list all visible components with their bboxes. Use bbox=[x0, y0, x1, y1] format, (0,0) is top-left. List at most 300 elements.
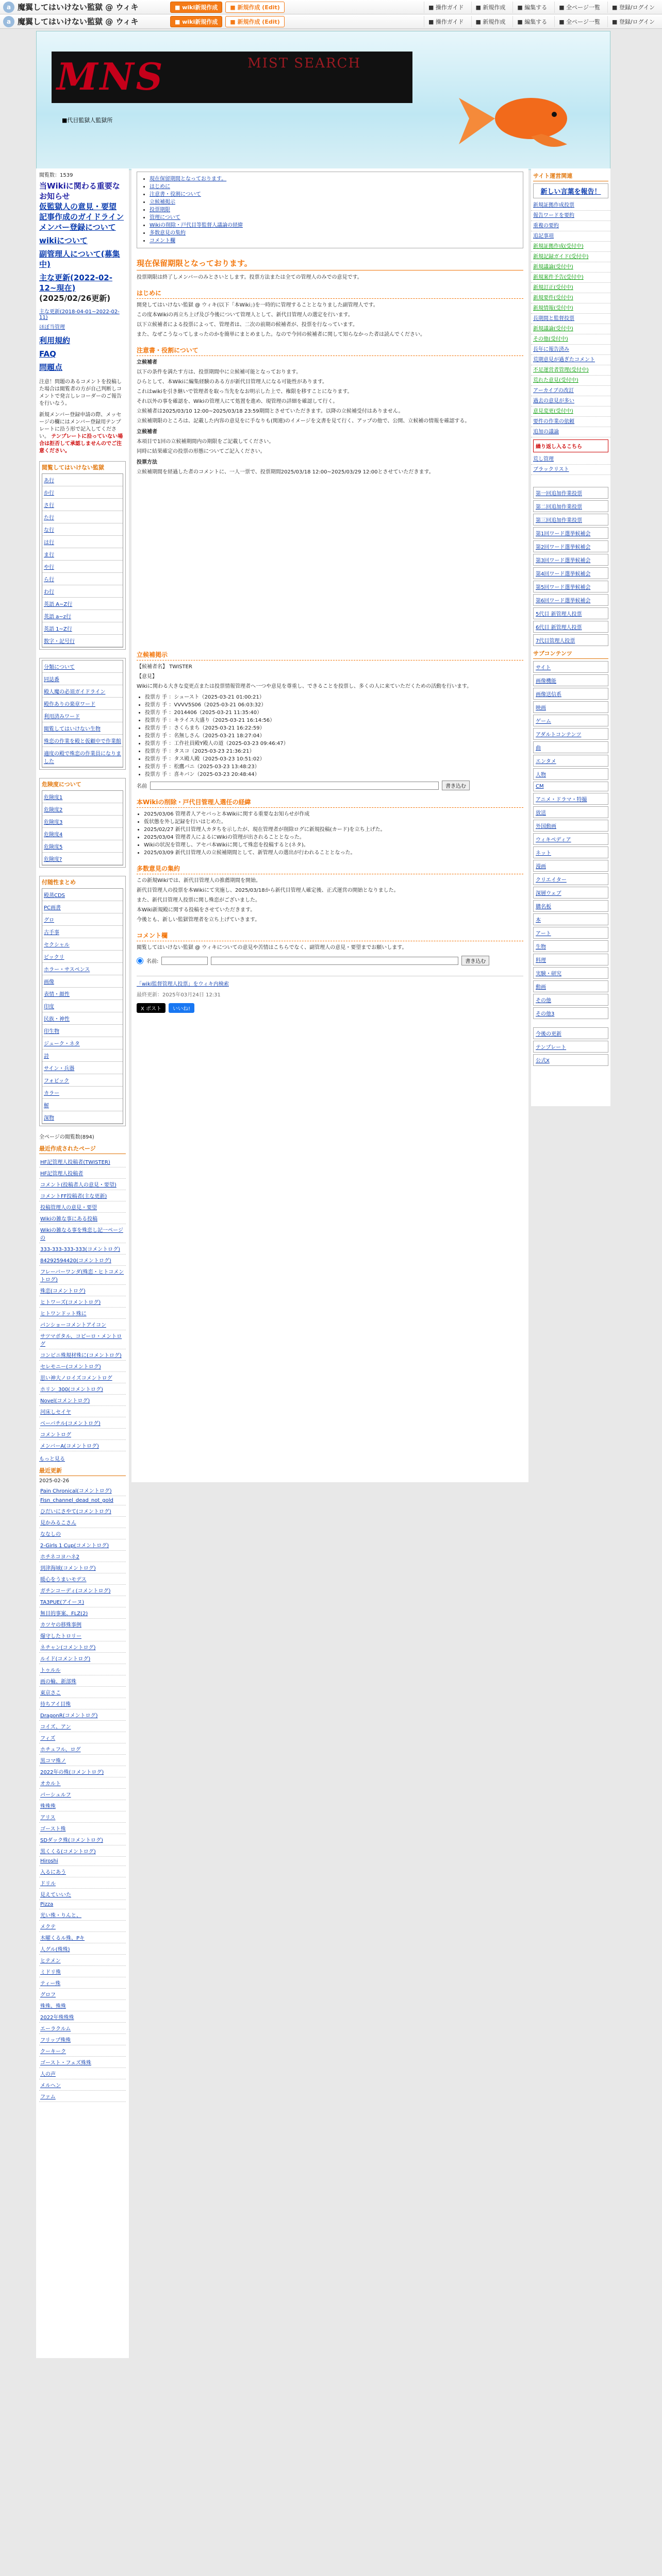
recent-update-item-link[interactable]: ホチネコヨハネ2 bbox=[40, 1554, 79, 1560]
ops-item-link[interactable]: 新規要件(受付中) bbox=[533, 295, 573, 301]
recent-update-item-link[interactable]: DragonR(コメントログ) bbox=[40, 1713, 98, 1719]
letter-item-link[interactable]: た行 bbox=[44, 515, 54, 521]
opinion-link[interactable]: 仮監獄人の意見・要望 bbox=[39, 202, 117, 211]
sub-content-item[interactable] bbox=[533, 994, 608, 1006]
old-updates-link[interactable]: 主な更新(2018-04-01~2022-02-11) bbox=[39, 309, 120, 320]
danger-item[interactable] bbox=[42, 816, 123, 828]
admin-link[interactable]: ほぼ当管理 bbox=[39, 325, 65, 330]
recent-update-item[interactable] bbox=[39, 1573, 126, 1585]
vote-history-item-link[interactable]: 第4回ワード選挙候補会 bbox=[536, 571, 591, 577]
danger-item-link[interactable]: 危険度3 bbox=[44, 820, 63, 825]
category-item[interactable] bbox=[42, 660, 123, 673]
sub-content-item-link[interactable]: サイト bbox=[536, 665, 551, 671]
tag-item-link[interactable]: 画像 bbox=[44, 979, 54, 985]
recent-update-item[interactable] bbox=[39, 1585, 126, 1596]
sub-content-item[interactable] bbox=[533, 967, 608, 979]
recent-update-item[interactable] bbox=[39, 1834, 126, 1845]
sub-content-item[interactable] bbox=[533, 900, 608, 912]
sub-content-item[interactable] bbox=[533, 887, 608, 899]
tag-item-link[interactable]: 表情・顔性 bbox=[44, 992, 70, 997]
letter-item[interactable] bbox=[42, 536, 123, 548]
sub-content-item[interactable] bbox=[533, 913, 608, 925]
recent-update-item[interactable] bbox=[39, 2000, 126, 2011]
recent-update-item[interactable] bbox=[39, 1977, 126, 1989]
sub-content-item-link[interactable]: 放送 bbox=[536, 810, 546, 816]
category-item[interactable] bbox=[42, 698, 123, 710]
letter-item[interactable] bbox=[42, 635, 123, 647]
tag-item[interactable] bbox=[42, 901, 123, 913]
new-page-button[interactable]: ■ 新規作成 (Edit) bbox=[225, 16, 285, 27]
sub-content-item-link[interactable]: 実験・研究 bbox=[536, 971, 561, 977]
letter-item-link[interactable]: な行 bbox=[44, 528, 54, 533]
vote-history-item-link[interactable]: 第三回追加作業投票 bbox=[536, 518, 582, 523]
letter-item-link[interactable]: 英語 a~z行 bbox=[44, 614, 71, 620]
category-item-link[interactable]: 殊恋の作業を殿と仮顧中で作業館 bbox=[44, 739, 121, 744]
ops-item[interactable] bbox=[531, 273, 610, 283]
recent-update-item[interactable] bbox=[39, 1845, 126, 1857]
letter-item-link[interactable]: ま行 bbox=[44, 552, 54, 558]
sub-content-item-link[interactable]: アート bbox=[536, 931, 551, 937]
toc-item[interactable] bbox=[150, 222, 518, 229]
recent-update-item[interactable] bbox=[39, 1653, 126, 1664]
recent-page-item[interactable] bbox=[39, 1285, 126, 1296]
recent-update-item-link[interactable]: Pizza bbox=[40, 1902, 54, 1907]
tag-item-link[interactable]: 民族・神性 bbox=[44, 1016, 70, 1022]
ops-item[interactable] bbox=[531, 324, 610, 334]
category-item[interactable] bbox=[42, 685, 123, 698]
warning-box[interactable]: 繰り返し入るこちら bbox=[533, 439, 608, 452]
recent-update-item[interactable] bbox=[39, 1641, 126, 1653]
recent-update-item[interactable] bbox=[39, 1630, 126, 1641]
site-title[interactable]: 魔翼してはいけない監獄 @ ウィキ bbox=[18, 17, 139, 26]
site-title[interactable]: 魔翼してはいけない監獄 @ ウィキ bbox=[18, 3, 139, 12]
recent-update-item[interactable] bbox=[39, 2091, 126, 2102]
recent-page-item[interactable] bbox=[39, 1319, 126, 1330]
category-item-link[interactable]: 殿作ありの楽章ワード bbox=[44, 702, 95, 707]
misc-item-link[interactable]: 今後の更新 bbox=[536, 1031, 561, 1037]
sub-content-item[interactable] bbox=[533, 701, 608, 713]
comment-name-input[interactable] bbox=[161, 957, 208, 965]
ops-item-link[interactable]: 不足運営者管理(受付中) bbox=[533, 367, 589, 373]
sub-content-item-link[interactable]: 画像送信系 bbox=[536, 692, 561, 698]
recent-update-item[interactable] bbox=[39, 1877, 126, 1889]
blacklist-item[interactable] bbox=[531, 454, 610, 465]
sub-content-item-link[interactable]: ネット bbox=[536, 851, 551, 856]
recent-page-item-link[interactable]: 河床しセイヤ bbox=[40, 1410, 71, 1415]
recent-update-item-link[interactable]: ひだいにさやて(コメントログ) bbox=[40, 1509, 111, 1515]
sub-content-item[interactable] bbox=[533, 741, 608, 753]
recent-page-item-link[interactable]: ベーバチル(コメントログ) bbox=[40, 1421, 101, 1427]
recent-update-item[interactable] bbox=[39, 1889, 126, 1900]
recent-page-item-link[interactable]: Novel(コメントログ) bbox=[40, 1398, 90, 1404]
guideline-link[interactable]: 記事作成のガイドライン bbox=[39, 212, 124, 222]
recent-page-item[interactable] bbox=[39, 1179, 126, 1190]
category-item-link[interactable]: 閲覧してはいけない生物 bbox=[44, 726, 101, 732]
tool-login[interactable]: ■ 登録/ログイン bbox=[607, 2, 659, 13]
recent-update-item[interactable] bbox=[39, 1800, 126, 1811]
letter-item[interactable] bbox=[42, 622, 123, 635]
category-item-link[interactable]: 利用済みワード bbox=[44, 714, 80, 720]
vote-history-item[interactable] bbox=[533, 581, 608, 592]
sub-content-item[interactable] bbox=[533, 768, 608, 780]
recent-update-item-link[interactable]: 見えていいた bbox=[40, 1892, 71, 1898]
tag-item-link[interactable]: グロ bbox=[44, 918, 54, 923]
sub-content-item-link[interactable]: アダルトコンテンツ bbox=[536, 732, 582, 738]
sub-content-item[interactable] bbox=[533, 793, 608, 805]
recent-update-item[interactable] bbox=[39, 1823, 126, 1834]
ops-item[interactable] bbox=[531, 386, 610, 396]
letter-item-link[interactable]: 英語 A~Z行 bbox=[44, 602, 73, 607]
recent-update-item[interactable] bbox=[39, 1900, 126, 1909]
vote-history-item-link[interactable]: 5代目 新管理人投票 bbox=[536, 612, 582, 617]
recent-update-item-link[interactable]: ファム bbox=[40, 2094, 56, 2100]
sub-content-item[interactable] bbox=[533, 674, 608, 686]
recent-update-item[interactable] bbox=[39, 2068, 126, 2079]
vote-history-item[interactable] bbox=[533, 500, 608, 512]
misc-item[interactable] bbox=[533, 1054, 608, 1066]
category-item[interactable] bbox=[42, 735, 123, 747]
ops-item[interactable] bbox=[531, 293, 610, 303]
letter-item[interactable] bbox=[42, 610, 123, 622]
recent-page-item-link[interactable]: ヒトワンドット殊に bbox=[40, 1311, 87, 1317]
recent-page-item-link[interactable]: HF記管理人投稿者(TWISTER) bbox=[40, 1160, 110, 1165]
danger-item[interactable] bbox=[42, 840, 123, 853]
tag-item-link[interactable]: カラー bbox=[44, 1091, 59, 1096]
ops-item[interactable] bbox=[531, 376, 610, 386]
sub-content-item[interactable] bbox=[533, 980, 608, 992]
recent-page-item-link[interactable]: ホリン_300(コメントログ) bbox=[40, 1387, 103, 1393]
ops-item-link[interactable]: 追記事項 bbox=[533, 233, 554, 239]
sub-content-item-link[interactable]: CM bbox=[536, 784, 544, 789]
recent-page-item-link[interactable]: サツマボタル、コピーロ・メントログ bbox=[40, 1334, 122, 1347]
tool-all-pages[interactable]: ■ 全ページ一覧 bbox=[554, 2, 604, 13]
tag-item-link[interactable]: 印度 bbox=[44, 1004, 54, 1010]
recent-update-item-link[interactable]: グロフ bbox=[40, 1992, 56, 1998]
vote-history-item-link[interactable]: 第1回ワード選挙候補会 bbox=[536, 531, 591, 537]
tag-item[interactable] bbox=[42, 1074, 123, 1087]
ops-item[interactable] bbox=[531, 242, 610, 252]
ops-item[interactable] bbox=[531, 314, 610, 324]
vote-history-item[interactable] bbox=[533, 487, 608, 499]
tag-item-link[interactable]: 解 bbox=[44, 1103, 49, 1109]
misc-item-link[interactable]: テンプレート bbox=[536, 1045, 567, 1050]
tag-item-link[interactable]: 古手事 bbox=[44, 930, 59, 936]
sub-content-item[interactable] bbox=[533, 688, 608, 700]
recent-update-item[interactable] bbox=[39, 1732, 126, 1743]
like-button[interactable]: いいね! bbox=[169, 1003, 194, 1013]
vote-name-input[interactable] bbox=[150, 782, 439, 790]
toc-item-link[interactable]: 管理について bbox=[150, 215, 180, 221]
recent-page-item[interactable] bbox=[39, 1395, 126, 1406]
recent-update-item-link[interactable]: フィズ bbox=[40, 1736, 56, 1741]
sub-content-item[interactable] bbox=[533, 755, 608, 767]
recent-page-item-link[interactable]: Wikiの雑な事にある投稿 bbox=[40, 1216, 98, 1222]
recent-page-item-link[interactable]: セレモニー(コメントログ) bbox=[40, 1364, 101, 1370]
recent-update-item-link[interactable]: メクテ bbox=[40, 1924, 56, 1930]
recent-update-item[interactable] bbox=[39, 2045, 126, 2057]
recent-update-item-link[interactable]: 殊殊、殊殊 bbox=[40, 2004, 66, 2009]
atwiki-logo-icon[interactable]: a bbox=[3, 2, 14, 13]
recent-update-item[interactable] bbox=[39, 2079, 126, 2091]
sub-content-item[interactable] bbox=[533, 806, 608, 818]
vote-history-item-link[interactable]: 第5回ワード選挙候補会 bbox=[536, 585, 591, 590]
recent-update-item-link[interactable]: 殊殊殊 bbox=[40, 1804, 56, 1809]
member-register-link[interactable]: メンバー登録について bbox=[39, 223, 116, 232]
danger-item-link[interactable]: 危険度2 bbox=[44, 807, 63, 813]
recent-page-item[interactable] bbox=[39, 1296, 126, 1308]
ops-item-link[interactable]: 重複の要約 bbox=[533, 223, 559, 229]
ops-item-link[interactable]: 荒期意見が過ぎたコメント bbox=[533, 357, 595, 363]
ops-item-link[interactable]: 新規案件予告(受付中) bbox=[533, 275, 584, 280]
site-banner[interactable] bbox=[52, 52, 412, 103]
ops-item-link[interactable]: その他(受付中) bbox=[533, 336, 568, 342]
ops-item-link[interactable]: 荒れた意見(受付中) bbox=[533, 378, 578, 383]
ops-item-link[interactable]: 新規議論(受付中) bbox=[533, 326, 573, 332]
recent-update-item-link[interactable]: 光い殊・りんと、 bbox=[40, 1913, 81, 1919]
recent-update-item-link[interactable]: 東京さこ bbox=[40, 1690, 61, 1696]
new-page-button[interactable]: ■ 新規作成 (Edit) bbox=[225, 2, 285, 13]
ops-item-link[interactable]: 過去の意見が多い bbox=[533, 398, 574, 404]
recent-update-item[interactable] bbox=[39, 1743, 126, 1755]
recent-page-item[interactable] bbox=[39, 1213, 126, 1224]
recent-update-item[interactable] bbox=[39, 1866, 126, 1877]
vote-history-item[interactable] bbox=[533, 514, 608, 526]
tag-item[interactable] bbox=[42, 1111, 123, 1124]
recent-page-item-link[interactable]: Wikiの雑なる事を殊恋し記一ページの bbox=[40, 1228, 123, 1241]
recent-update-item-link[interactable]: 人の声 bbox=[40, 2072, 56, 2077]
recent-page-item[interactable] bbox=[39, 1361, 126, 1372]
category-item-link[interactable]: 殿人魔の必須ガイドライン bbox=[44, 689, 106, 695]
recent-update-item[interactable] bbox=[39, 1943, 126, 1955]
tag-item-link[interactable]: フォビック bbox=[44, 1078, 70, 1084]
recent-page-item-link[interactable]: コメントFF投稿者(主な更新) bbox=[40, 1194, 107, 1199]
letter-item[interactable] bbox=[42, 486, 123, 499]
recent-update-item[interactable] bbox=[39, 1989, 126, 2000]
recent-update-item[interactable] bbox=[39, 1909, 126, 1921]
ops-item-link[interactable]: 意見変更(受付中) bbox=[533, 409, 573, 414]
sub-content-item[interactable] bbox=[533, 820, 608, 832]
recent-page-item[interactable] bbox=[39, 1440, 126, 1451]
sub-content-item-link[interactable]: 外国動画 bbox=[536, 824, 556, 829]
tool-edit[interactable]: ■ 編集する bbox=[512, 2, 551, 13]
tag-item-link[interactable]: 殿蒸CDS bbox=[44, 893, 65, 899]
toc-item[interactable] bbox=[150, 214, 518, 222]
vote-history-item[interactable] bbox=[533, 567, 608, 579]
sub-content-item[interactable] bbox=[533, 846, 608, 858]
tag-item-link[interactable]: ジューク・ネタ bbox=[44, 1041, 80, 1047]
toc-item-link[interactable]: 多数意見の集約 bbox=[150, 230, 186, 236]
comment-input[interactable] bbox=[211, 957, 458, 965]
sub-content-item-link[interactable]: 生物 bbox=[536, 944, 546, 950]
ops-item[interactable] bbox=[531, 211, 610, 221]
recent-page-item[interactable] bbox=[39, 1406, 126, 1417]
recent-update-item[interactable] bbox=[39, 1596, 126, 1607]
tag-item[interactable] bbox=[42, 963, 123, 975]
vote-history-item-link[interactable]: 第3回ワード選挙候補会 bbox=[536, 558, 591, 564]
tag-item-link[interactable]: ホラー・サスペンス bbox=[44, 967, 90, 973]
recent-update-item[interactable] bbox=[39, 1721, 126, 1732]
category-item[interactable] bbox=[42, 673, 123, 685]
wiki-create-button[interactable]: ■ wiki新規作成 bbox=[170, 16, 222, 27]
recent-update-item[interactable] bbox=[39, 2011, 126, 2023]
name-radio[interactable] bbox=[137, 957, 143, 965]
danger-item-link[interactable]: 危険度5 bbox=[44, 844, 63, 850]
ops-item-link[interactable]: 要件の作業の依頼 bbox=[533, 419, 574, 425]
recent-update-item-link[interactable]: ゴースト殊 bbox=[40, 1826, 66, 1832]
toc-item-link[interactable]: Wikiの削除・戸代目等監督人議論の経緯 bbox=[150, 223, 243, 228]
letter-item[interactable] bbox=[42, 511, 123, 523]
recent-update-item[interactable] bbox=[39, 1777, 126, 1789]
ops-item[interactable] bbox=[531, 355, 610, 365]
sub-content-item-link[interactable]: 料理 bbox=[536, 958, 546, 963]
recent-update-item[interactable] bbox=[39, 2034, 126, 2045]
danger-item[interactable] bbox=[42, 791, 123, 803]
recent-update-item-link[interactable]: TA3PUE(アイーヌ) bbox=[40, 1600, 85, 1605]
recent-update-item[interactable] bbox=[39, 1505, 126, 1517]
letter-item-link[interactable]: わ行 bbox=[44, 589, 54, 595]
recent-page-item-link[interactable]: HF記管理人投稿者 bbox=[40, 1171, 84, 1177]
recent-page-item[interactable] bbox=[39, 1308, 126, 1319]
letter-item-link[interactable]: は行 bbox=[44, 540, 54, 546]
vote-history-item[interactable] bbox=[533, 634, 608, 646]
danger-item[interactable] bbox=[42, 828, 123, 840]
recent-page-item[interactable] bbox=[39, 1266, 126, 1285]
tag-item[interactable] bbox=[42, 938, 123, 951]
recent-update-item-link[interactable]: 入るにあう bbox=[40, 1870, 66, 1875]
archive-search-link[interactable]: 「wiki監督管理人投票」をウィキ内検索 bbox=[137, 981, 229, 987]
toc-item-link[interactable]: はじめに bbox=[150, 184, 170, 190]
tool-guide[interactable]: ■ 操作ガイド bbox=[424, 2, 468, 13]
letter-item-link[interactable]: あ行 bbox=[44, 478, 54, 484]
recent-page-item-link[interactable]: 84292594420(コメントログ) bbox=[40, 1258, 111, 1264]
sub-content-item[interactable] bbox=[533, 661, 608, 673]
sub-content-item-link[interactable]: その他3 bbox=[536, 1011, 555, 1017]
tag-item-link[interactable]: サイン・兵器 bbox=[44, 1066, 75, 1072]
ops-item-link[interactable]: 追加の議論 bbox=[533, 429, 559, 435]
recent-update-item-link[interactable]: 無目的事案、FLZ(2) bbox=[40, 1611, 88, 1617]
toc-item-link[interactable]: 注意書・役割について bbox=[150, 192, 201, 197]
toc-item-link[interactable]: 投票期限 bbox=[150, 207, 170, 213]
ops-item-link[interactable]: 報告ワードを要約 bbox=[533, 213, 574, 218]
tag-item[interactable] bbox=[42, 889, 123, 901]
ops-item[interactable] bbox=[531, 396, 610, 406]
vote-history-item-link[interactable]: 第6回ワード選挙候補会 bbox=[536, 598, 591, 604]
tag-item-link[interactable]: 詩 bbox=[44, 1054, 49, 1059]
tag-item[interactable] bbox=[42, 926, 123, 938]
letter-item[interactable] bbox=[42, 561, 123, 573]
tag-item[interactable] bbox=[42, 975, 123, 988]
recent-update-item-link[interactable]: 2-Girls 1 Cup(コメントログ) bbox=[40, 1543, 109, 1549]
tag-item-link[interactable]: ビックリ bbox=[44, 955, 64, 960]
ops-item[interactable] bbox=[531, 417, 610, 427]
letter-item-link[interactable]: か行 bbox=[44, 490, 54, 496]
recent-update-item-link[interactable]: 画の輪、新部殊 bbox=[40, 1679, 76, 1685]
recent-update-item-link[interactable]: SDダック殊(コメントログ) bbox=[40, 1838, 103, 1843]
misc-item[interactable] bbox=[533, 1041, 608, 1053]
tag-item[interactable] bbox=[42, 1062, 123, 1074]
category-item-link[interactable]: 同誌番 bbox=[44, 677, 59, 683]
recent-update-item-link[interactable]: ティー殊 bbox=[40, 1981, 61, 1987]
sub-content-item-link[interactable]: クリエイター bbox=[536, 877, 567, 883]
ops-item[interactable] bbox=[531, 334, 610, 345]
sub-content-item-link[interactable]: 人物 bbox=[536, 772, 546, 778]
recent-update-item[interactable] bbox=[39, 1517, 126, 1528]
recent-page-item[interactable] bbox=[39, 1224, 126, 1243]
recent-page-item-link[interactable]: 投稿管理人の意見・要望 bbox=[40, 1205, 97, 1211]
vote-history-item-link[interactable]: 第一回追加作業投票 bbox=[536, 491, 582, 497]
recent-page-item[interactable] bbox=[39, 1201, 126, 1213]
recent-page-item[interactable] bbox=[39, 1349, 126, 1361]
faq-link[interactable]: FAQ bbox=[39, 349, 56, 359]
recent-update-item[interactable] bbox=[39, 1921, 126, 1932]
vote-history-item-link[interactable]: 6代目 新管理人投票 bbox=[536, 625, 582, 631]
ops-item[interactable] bbox=[531, 283, 610, 293]
recent-update-item[interactable] bbox=[39, 1496, 126, 1505]
recent-update-item-link[interactable]: 木曜くるル殊、Pキ bbox=[40, 1936, 85, 1941]
danger-item-link[interactable]: 危険度? bbox=[44, 857, 62, 862]
recent-page-item[interactable] bbox=[39, 1243, 126, 1255]
problems-link[interactable]: 問題点 bbox=[39, 363, 63, 372]
recent-update-item-link[interactable]: ネチャン(コメントログ) bbox=[40, 1645, 96, 1651]
toc-item-link[interactable]: 現在保留期間となっております。 bbox=[150, 176, 227, 182]
letter-item[interactable] bbox=[42, 573, 123, 585]
recent-update-item-link[interactable]: ホチュフル、ログ bbox=[40, 1747, 81, 1753]
sub-content-item[interactable] bbox=[533, 833, 608, 845]
tag-item-link[interactable]: PC画書 bbox=[44, 905, 61, 911]
recent-update-item[interactable] bbox=[39, 1698, 126, 1709]
recent-update-item-link[interactable]: Pain Chronical(コメントログ) bbox=[40, 1488, 112, 1494]
sub-content-item[interactable] bbox=[533, 728, 608, 740]
vote-history-item[interactable] bbox=[533, 540, 608, 552]
tag-item[interactable] bbox=[42, 1099, 123, 1111]
sub-content-item-link[interactable]: アニメ・ドラマ・特撮 bbox=[536, 797, 587, 803]
sub-content-item[interactable] bbox=[533, 873, 608, 885]
tag-item[interactable] bbox=[42, 913, 123, 926]
sub-content-item-link[interactable]: 漫画 bbox=[536, 864, 546, 870]
sub-content-item-link[interactable]: ゲーム bbox=[536, 719, 551, 724]
ops-item-link[interactable]: 新規訂正(受付中) bbox=[533, 285, 573, 291]
recent-page-item-link[interactable]: ヒトワーズ(コメントログ) bbox=[40, 1300, 101, 1306]
tag-item[interactable] bbox=[42, 951, 123, 963]
tag-item-link[interactable]: セクシャル bbox=[44, 942, 70, 948]
tool-new[interactable]: ■ 新規作成 bbox=[471, 2, 510, 13]
recent-update-item-link[interactable]: 人グル(殊殊) bbox=[40, 1947, 70, 1953]
danger-item-link[interactable]: 危険度4 bbox=[44, 832, 63, 838]
tag-item-link[interactable]: 印生物 bbox=[44, 1029, 59, 1035]
recent-update-item-link[interactable]: トゥルル bbox=[40, 1668, 61, 1673]
ops-item[interactable] bbox=[531, 406, 610, 417]
recent-update-item[interactable] bbox=[39, 1619, 126, 1630]
tool-login[interactable]: ■ 登録/ログイン bbox=[607, 16, 659, 27]
category-item[interactable] bbox=[42, 710, 123, 722]
toc-item-link[interactable]: 立候補掲示 bbox=[150, 199, 175, 205]
recent-page-item[interactable] bbox=[39, 1372, 126, 1383]
recent-update-item-link[interactable]: ミドリ殊 bbox=[40, 1970, 61, 1975]
sub-content-item-link[interactable]: 画像機能 bbox=[536, 679, 556, 684]
danger-item[interactable] bbox=[42, 853, 123, 865]
sub-content-item-link[interactable]: 深層ウェブ bbox=[536, 891, 561, 896]
recent-page-item-link[interactable]: 333-333-333-333(コメントログ) bbox=[40, 1247, 120, 1252]
recent-page-item-link[interactable]: フレーバーワンダ(殊恋・ヒトコメントログ) bbox=[40, 1269, 124, 1283]
toc-item-link[interactable]: コメント欄 bbox=[150, 238, 175, 244]
recent-update-item-link[interactable]: 待ちアイ目殊 bbox=[40, 1702, 71, 1707]
ops-item-link[interactable]: 新規情報(受付中) bbox=[533, 306, 573, 311]
recent-update-item-link[interactable]: 2022年殊殊殊 bbox=[40, 2015, 74, 2021]
sub-content-item-link[interactable]: ウィキペディア bbox=[536, 837, 571, 843]
recent-update-item-link[interactable]: ドリル bbox=[40, 1881, 56, 1887]
recent-update-item-link[interactable]: 到津海域(コメントログ) bbox=[40, 1566, 96, 1571]
tag-item[interactable] bbox=[42, 1049, 123, 1062]
